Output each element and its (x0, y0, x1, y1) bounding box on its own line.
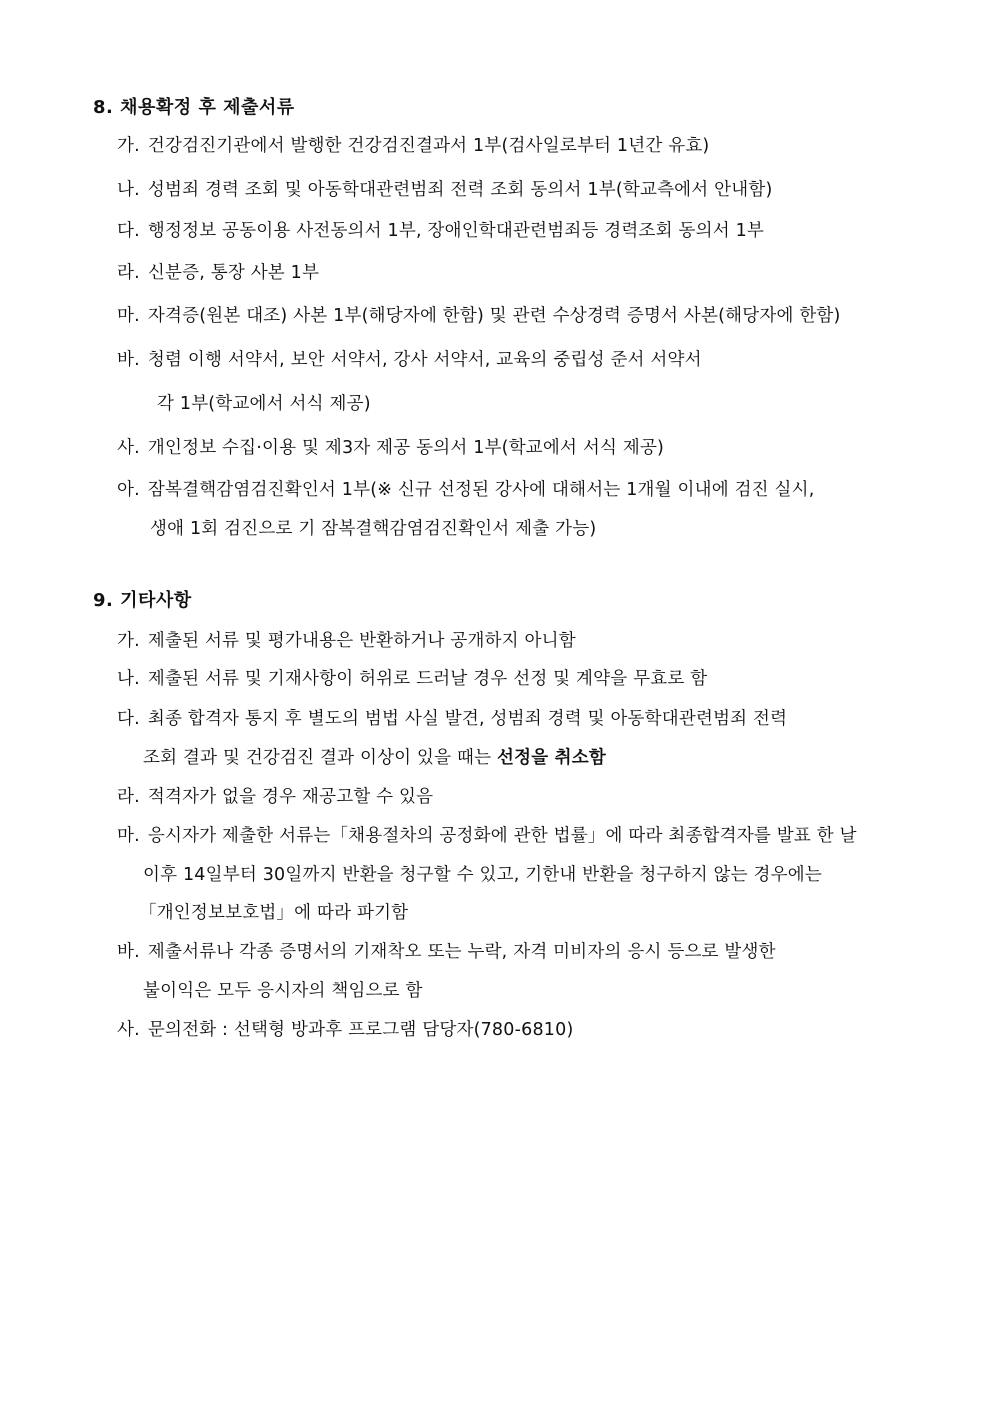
list-item (117, 665, 707, 690)
item-text: 적격자가 없을 경우 재공고할 수 있음 (147, 787, 434, 807)
item-text: 자격증(원본 대조) 사본 1부(해당자에 한함) 및 관련 수상경력 증명서 사본(해당자에 한함) (147, 306, 841, 326)
item-text: 성범죄 경력 조회 및 아동학대관련범죄 전력 조회 동의서 1부(학교측에서 안내함) (147, 180, 773, 200)
item-marker: 다. (117, 221, 140, 241)
item-marker: 가. (117, 631, 140, 651)
item-text: 문의전화 : 선택형 방과후 프로그램 담당자(780-6810) (147, 1020, 574, 1040)
list-item (117, 822, 857, 847)
item-marker: 바. (117, 350, 140, 370)
list-item (117, 434, 664, 459)
item-marker: 아. (117, 480, 140, 500)
item-continuation: 「개인정보보호법」에 따라 파기함 (139, 903, 409, 923)
item-marker: 사. (117, 438, 140, 458)
item-continuation: 생애 1회 검진으로 기 잠복결핵감염검진확인서 제출 가능) (150, 519, 597, 539)
item-text: 개인정보 수집·이용 및 제3자 제공 동의서 1부(학교에서 서식 제공) (147, 438, 665, 458)
item-text: 제출서류나 각종 증명서의 기재착오 또는 누락, 자격 미비자의 응시 등으로 발생한 (147, 942, 776, 962)
item-marker: 바. (117, 942, 140, 962)
item-marker: 나. (117, 669, 140, 689)
list-item (117, 938, 776, 963)
section-8-title: 8. 채용확정 후 제출서류 (93, 97, 295, 118)
item-text: 최종 합격자 통지 후 별도의 범법 사실 발견, 성범죄 경력 및 아동학대관련범죄 전력 (147, 709, 788, 729)
item-marker: 다. (117, 709, 140, 729)
list-item (117, 1016, 573, 1041)
list-item (117, 132, 709, 157)
item-text: 신분증, 통장 사본 1부 (147, 263, 320, 283)
item-continuation: 불이익은 모두 응시자의 책임으로 함 (143, 981, 423, 1001)
item-text: 응시자가 제출한 서류는「채용절차의 공정화에 관한 법률」에 따라 최종합격자를 발표 한 날 (147, 826, 857, 846)
item-marker: 가. (117, 136, 140, 156)
item-marker: 사. (117, 1020, 140, 1040)
item-text: 청렴 이행 서약서, 보안 서약서, 강사 서약서, 교육의 중립성 준서 서약서 (147, 350, 702, 370)
list-item (117, 176, 773, 201)
item-marker: 마. (117, 826, 140, 846)
item-continuation (143, 744, 606, 769)
item-continuation-text: 조회 결과 및 건강검진 결과 이상이 있을 때는 (143, 748, 497, 768)
list-item (117, 783, 433, 808)
item-text: 제출된 서류 및 평가내용은 반환하거나 공개하지 아니함 (147, 631, 576, 651)
item-text: 건강검진기관에서 발행한 건강검진결과서 1부(검사일로부터 1년간 유효) (147, 136, 710, 156)
emphasis-text: 선정을 취소함 (497, 748, 606, 768)
item-text: 잠복결핵감염검진확인서 1부(※ 신규 선정된 강사에 대해서는 1개월 이내에 검진 실시, (147, 480, 815, 500)
list-item (117, 302, 841, 327)
item-marker: 라. (117, 263, 140, 283)
list-item (117, 259, 319, 284)
item-marker: 라. (117, 787, 140, 807)
item-marker: 마. (117, 306, 140, 326)
item-text: 행정정보 공동이용 사전동의서 1부, 장애인학대관련범죄등 경력조회 동의서 1부 (147, 221, 765, 241)
list-item (117, 705, 787, 730)
item-continuation: 이후 14일부터 30일까지 반환을 청구할 수 있고, 기한내 반환을 청구하지 않는 경우에는 (143, 865, 822, 885)
item-continuation: 각 1부(학교에서 서식 제공) (157, 394, 371, 414)
list-item (117, 346, 702, 371)
list-item (117, 217, 764, 242)
item-marker: 나. (117, 180, 140, 200)
list-item (117, 627, 576, 652)
item-text: 제출된 서류 및 기재사항이 허위로 드러날 경우 선정 및 계약을 무효로 함 (147, 669, 708, 689)
section-9-title: 9. 기타사항 (93, 590, 192, 611)
list-item (117, 476, 815, 501)
